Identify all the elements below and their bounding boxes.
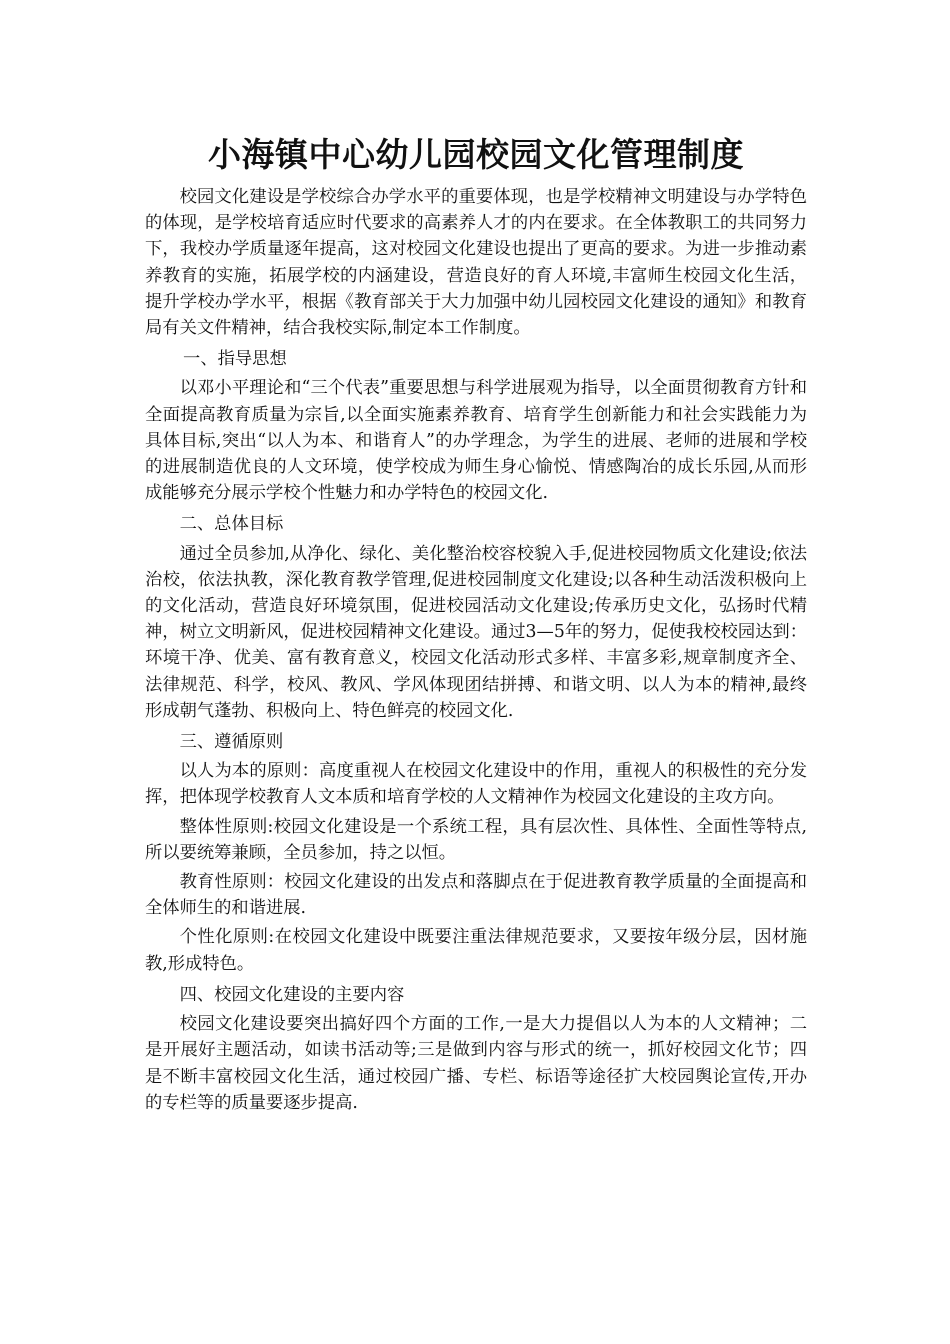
section-heading-principles: 三、遵循原则 xyxy=(179,732,284,753)
section-heading-main-content: 四、校园文化建设的主要内容 xyxy=(179,984,405,1005)
principle-educational: 教育性原则：校园文化建设的出发点和落脚点在于促进教育教学质量的全面提高和全体师生的和谐进展. xyxy=(145,872,807,919)
section-body-main-content: 校园文化建设要突出搞好四个方面的工作,一是大力提倡以人为本的人文精神；二是开展好主题活动，如读书活动等;三是做到内容与形式的统一，抓好校园文化节；四是不断丰富校园文化生活，通过校园广播、专栏、标语等途径扩大校园舆论宣传,开办的专栏等的质量要逐步提高. xyxy=(145,1014,807,1113)
section-body-guiding-ideology: 以邓小平理论和“三个代表”重要思想与科学进展观为指导，以全面贯彻教育方针和全面提高教育质量为宗旨,以全面实施素养教育、培育学生创新能力和社会实践能力为具体目标,突出“以人为本、和谐育人”的办学理念，为学生的进展、老师的进展和学校的进展制造优良的人文环境，使学校成为师生身心愉悦、情感陶冶的成长乐园,从而形成能够充分展示学校个性魅力和办学特色的校园文化. xyxy=(145,378,807,504)
section-heading-guiding-ideology: 一、指导思想 xyxy=(183,349,287,370)
principle-people-oriented: 以人为本的原则：高度重视人在校园文化建设中的作用，重视人的积极性的充分发挥，把体现学校教育人文本质和培育学校的人文精神作为校园文化建设的主攻方向。 xyxy=(145,761,807,808)
section-heading-overall-goals: 二、总体目标 xyxy=(179,514,284,535)
document-title: 小海镇中心幼儿园校园文化管理制度 xyxy=(208,135,744,174)
section-body-overall-goals: 通过全员参加,从净化、绿化、美化整治校容校貌入手,促进校园物质文化建设;依法治校，依法执教，深化教育教学管理,促进校园制度文化建设;以各种生动活泼积极向上的文化活动，营造良好环境氛围，促进校园活动文化建设;传承历史文化，弘扬时代精神，树立文明新风，促进校园精神文化建设。通过3—5年的努力，促使我校校园达到：环境干净、优美、富有教育意义，校园文化活动形式多样、丰富多彩,规章制度齐全、法律规范、科学，校风、教风、学风体现团结拼搏、和谐文明、以人为本的精神,最终形成朝气蓬勃、积极向上、特色鲜亮的校园文化. xyxy=(145,543,807,721)
principle-integrity: 整体性原则:校园文化建设是一个系统工程，具有层次性、具体性、全面性等特点,所以要统筹兼顾，全员参加，持之以恒。 xyxy=(145,816,807,863)
document-page xyxy=(145,132,807,1119)
intro-paragraph: 校园文化建设是学校综合办学水平的重要体现，也是学校精神文明建设与办学特色的体现，是学校培育适应时代要求的高素养人才的内在要求。在全体教职工的共同努力下，我校办学质量逐年提高，这对校园文化建设也提出了更高的要求。为进一步推动素养教育的实施，拓展学校的内涵建设，营造良好的育人环境,丰富师生校园文化生活，提升学校办学水平，根据《教育部关于大力加强中幼儿园校园文化建设的通知》和教育局有关文件精神，结合我校实际,制定本工作制度。 xyxy=(145,187,807,339)
principle-individualized: 个性化原则:在校园文化建设中既要注重法律规范要求，又要按年级分层，因材施教,形成特色。 xyxy=(145,927,807,974)
